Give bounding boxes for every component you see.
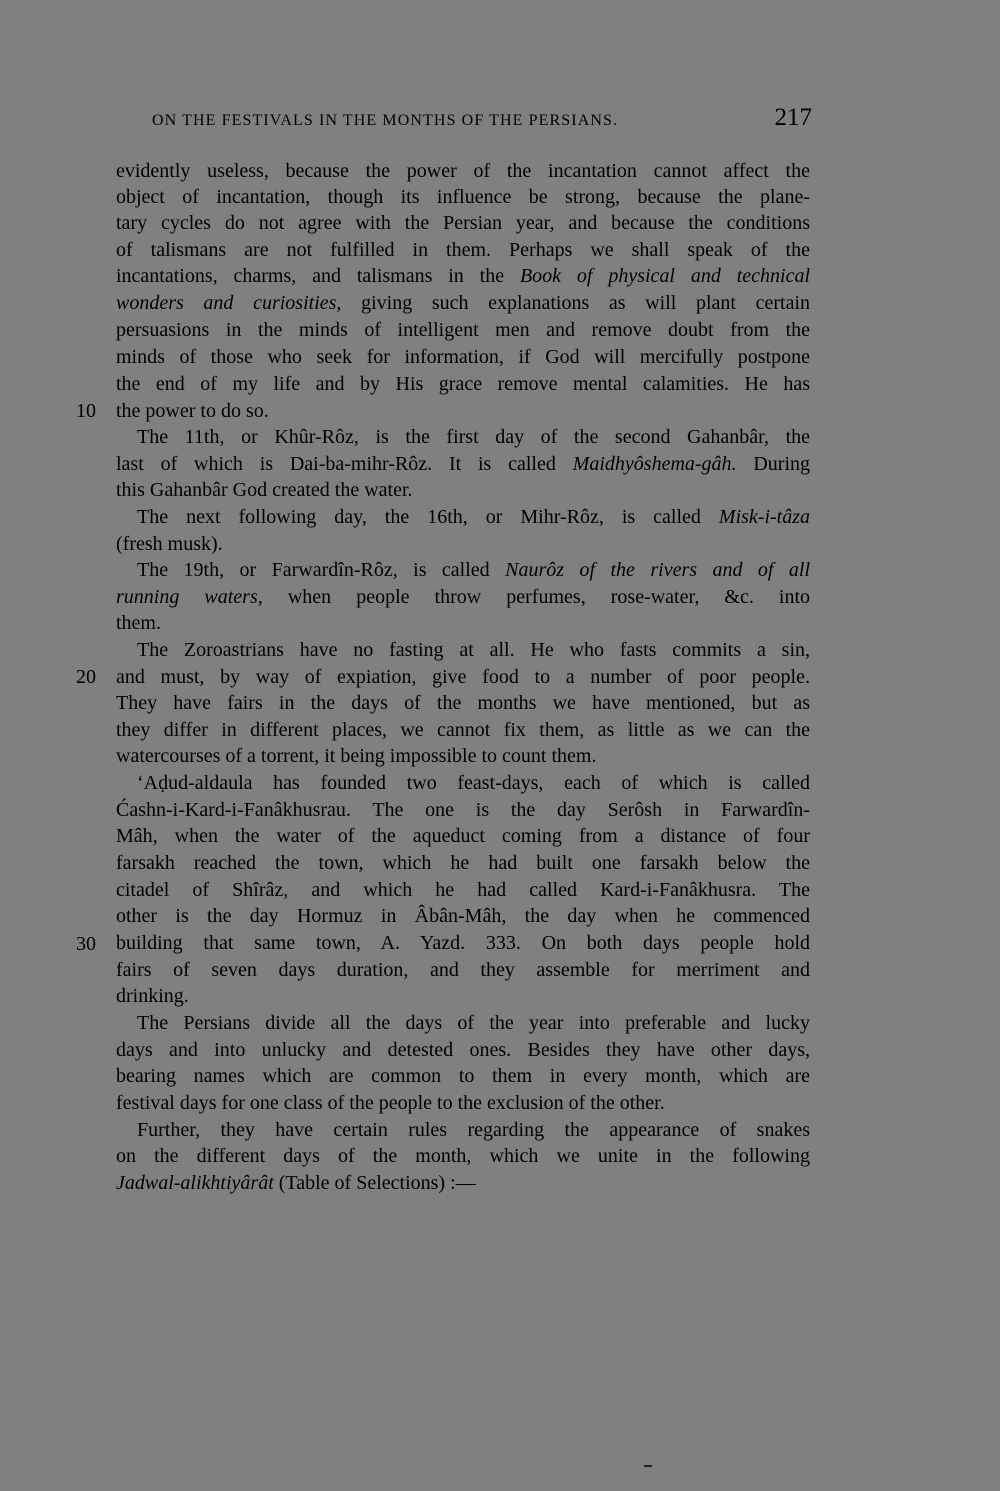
text-line: the power to do so. (116, 400, 269, 422)
line-number-10: 10 (76, 400, 96, 422)
paragraph-start-line: The Persians divide all the days of the year into preferable and lucky (137, 1012, 810, 1034)
text-segment: The next following day, the 16th, or Mihr-Rôz, is called (137, 506, 701, 528)
text-segment: incantations, charms, and talismans in the (116, 265, 505, 287)
text-line (116, 584, 810, 610)
text-line (116, 263, 810, 289)
book-title-italic: Book of physical and technical (519, 265, 811, 287)
scan-speck (644, 1465, 652, 1467)
line-number-20: 20 (76, 666, 96, 688)
text-segment: During (753, 453, 811, 475)
text-line (116, 290, 810, 316)
text-line: object of incantation, though its influence be strong, because the plane- (116, 186, 810, 208)
festival-name-italic: Naurôz of the rivers and of all (505, 559, 811, 581)
text-line (116, 451, 810, 477)
text-line: this Gahanbâr God created the water. (116, 479, 413, 501)
text-line: of talismans are not fulfilled in them. Perhaps we shall speak of the (116, 239, 810, 261)
book-title-italic: wonders and curiosities, (116, 292, 342, 314)
table-title-italic: Jadwal-alikhtiyârât (116, 1172, 274, 1194)
text-line: tary cycles do not agree with the Persian year, and because the conditions (116, 212, 810, 234)
text-line: farsakh reached the town, which he had built one farsakh below the (116, 852, 810, 874)
festival-name-italic: Misk-i-tâza (718, 506, 810, 528)
paragraph-start-line: ‘Aḍud-aldaula has founded two feast-days, each of which is called (137, 772, 810, 794)
text-segment: (Table of Selections) :— (278, 1172, 476, 1194)
text-line: drinking. (116, 985, 189, 1007)
page-number: 217 (774, 104, 812, 131)
text-line: the end of my life and by His grace remove mental calamities. He has (116, 373, 810, 395)
text-line: fairs of seven days duration, and they assemble for merriment and (116, 959, 810, 981)
text-line: building that same town, A. Yazd. 333. On both days people hold (116, 932, 810, 954)
text-line: other is the day Hormuz in Âbân-Mâh, the day when he commenced (116, 905, 810, 927)
text-line: festival days for one class of the people to the exclusion of the other. (116, 1092, 665, 1114)
text-segment: The 19th, or Farwardîn-Rôz, is called (137, 559, 490, 581)
running-header (152, 104, 812, 136)
text-line: bearing names which are common to them in every month, which are (116, 1065, 810, 1087)
paragraph-start-line: Further, they have certain rules regarding the appearance of snakes (137, 1119, 810, 1141)
text-line: they differ in different places, we cannot fix them, as little as we can the (116, 719, 810, 741)
text-line: Mâh, when the water of the aqueduct coming from a distance of four (116, 825, 810, 847)
text-line: They have fairs in the days of the months we have mentioned, but as (116, 692, 810, 714)
text-line: watercourses of a torrent, it being impossible to count them. (116, 745, 597, 767)
text-line: on the different days of the month, which we unite in the following (116, 1145, 810, 1167)
paragraph-start-line (116, 504, 810, 530)
festival-name-italic: running waters, (116, 586, 263, 608)
text-line: (fresh musk). (116, 533, 223, 555)
text-line (116, 1170, 810, 1196)
text-line: Ćashn-i-Kard-i-Fanâkhusrau. The one is the day Serôsh in Farwardîn- (116, 799, 810, 821)
text-line: and must, by way of expiation, give food to a number of poor people. (116, 666, 810, 688)
text-segment: giving such explanations as will plant certain (361, 292, 810, 314)
line-number-30: 30 (76, 933, 96, 955)
text-line: days and into unlucky and detested ones. Besides they have other days, (116, 1039, 810, 1061)
text-line: citadel of Shîrâz, and which he had called Kard-i-Fanâkhusra. The (116, 879, 810, 901)
paragraph-start-line: The 11th, or Khûr-Rôz, is the first day of the second Gahanbâr, the (137, 426, 810, 448)
text-line: evidently useless, because the power of the incantation cannot affect the (116, 160, 810, 182)
text-line: them. (116, 612, 161, 634)
text-line: minds of those who seek for information, if God will mercifully postpone (116, 346, 810, 368)
paragraph-start-line (116, 557, 810, 583)
text-line: persuasions in the minds of intelligent men and remove doubt from the (116, 319, 810, 341)
festival-name-italic: Maidhyôshema-gâh. (572, 453, 737, 475)
running-title: ON THE FESTIVALS IN THE MONTHS OF THE PERSIANS. (152, 112, 619, 129)
text-segment: last of which is Dai-ba-mihr-Rôz. It is called (116, 453, 556, 475)
paragraph-start-line: The Zoroastrians have no fasting at all. He who fasts commits a sin, (137, 639, 810, 661)
text-segment: when people throw perfumes, rose-water, &c. into (287, 586, 810, 608)
